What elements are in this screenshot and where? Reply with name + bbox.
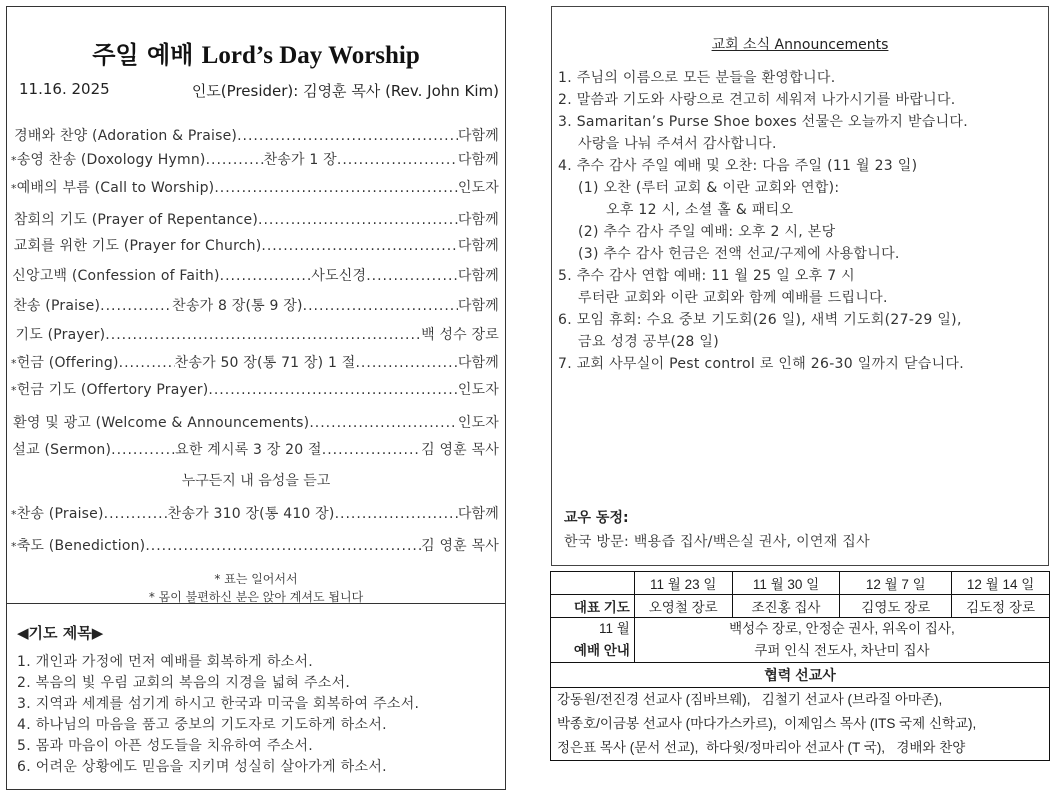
dot-leader — [208, 382, 457, 398]
dot-leader — [258, 212, 458, 228]
schedule-date-row — [551, 572, 1050, 595]
order-hymn: 찬송가 310 장(통 410 장) — [167, 506, 335, 522]
prayer-topic-item: 4. 하나님의 마음을 품고 중보의 기도자로 기도하게 하소서. — [17, 717, 387, 733]
dot-leader — [355, 355, 457, 371]
order-item-welcome — [11, 412, 499, 432]
presider: 인도(Presider): 김영훈 목사 (Rev. John Kim) — [191, 82, 499, 100]
service-guide-line: 백성수 장로, 안정순 권사, 위옥이 집사, — [729, 621, 955, 636]
order-leader: 다함께 — [457, 268, 499, 284]
service-guide-line: 쿠퍼 인식 전도사, 차난미 집사 — [754, 643, 930, 658]
order-leader: 다함께 — [457, 152, 499, 168]
dot-leader — [309, 415, 458, 431]
order-leader: 다함께 — [457, 238, 499, 254]
order-label: 헌금 (Offering) — [16, 355, 119, 371]
order-label: 설교 (Sermon) — [12, 442, 112, 458]
announcement-line: 사랑을 나눠 주셔서 감사합니다. — [578, 136, 777, 152]
announcement-line: 금요 성경 공부(28 일) — [578, 334, 719, 350]
order-item-confession — [11, 265, 499, 285]
order-item-adoration — [11, 125, 499, 145]
order-label: 송영 찬송 (Doxology Hymn) — [16, 152, 206, 168]
missionary-line: 강동원/전진경 선교사 (짐바브웨), 김철기 선교사 (브라질 아마존), — [557, 692, 943, 707]
order-hymn: 찬송가 1 장 — [263, 152, 337, 168]
order-item-doxology — [11, 149, 499, 169]
order-creed: 사도신경 — [311, 268, 367, 284]
missionary-line: 박종호/이금봉 선교사 (마다가스카르), 이제임스 목사 (ITS 국제 신학교), — [557, 716, 977, 731]
service-guide-title: 예배 안내 — [573, 643, 630, 658]
dot-leader — [237, 128, 458, 144]
order-item-repentance — [11, 209, 499, 229]
order-item-prayer — [11, 324, 499, 344]
prayer-topics-list — [17, 652, 419, 778]
order-leader: 인도자 — [457, 382, 499, 398]
rep-prayer-cell: 오영철 장로 — [634, 595, 732, 618]
prayer-topics-section — [7, 603, 505, 789]
announcement-line: 4. 추수 감사 주일 예배 및 오찬: 다음 주일 (11 월 23 일) — [558, 158, 918, 174]
title-korean: 주일 예배 — [92, 41, 194, 69]
announcement-line: 6. 모임 휴회: 수요 중보 기도회(26 일), 새벽 기도회(27-29 일), — [558, 312, 962, 328]
order-label: 경배와 찬양 (Adoration & Praise) — [14, 128, 238, 144]
dot-leader — [105, 327, 421, 343]
prayer-topic-item: 6. 어려운 상황에도 믿음을 지키며 성실히 살아가게 하소서. — [17, 759, 387, 775]
page-title — [7, 35, 505, 70]
order-leader: 다함께 — [457, 355, 499, 371]
order-label: 축도 (Benediction) — [16, 538, 146, 554]
announcements-title: 교회 소식 Announcements — [711, 37, 889, 53]
order-label: 헌금 기도 (Offertory Prayer) — [16, 382, 209, 398]
order-label: 교회를 위한 기도 (Prayer for Church) — [13, 238, 262, 254]
service-guide-month: 11 월 — [599, 621, 630, 636]
order-scripture: 요한 계시록 3 장 20 절 — [175, 442, 322, 458]
dot-leader — [145, 538, 421, 554]
announcements-panel — [551, 6, 1049, 566]
prayer-topic-item: 1. 개인과 가정에 먼저 예배를 회복하게 하소서. — [17, 654, 314, 670]
order-label: 예배의 부름 (Call to Worship) — [16, 180, 215, 196]
date-presider-row — [19, 80, 499, 101]
order-leader: 인도자 — [457, 180, 499, 196]
title-english: Lord’s Day Worship — [201, 42, 420, 69]
announcement-line: 7. 교회 사무실이 Pest control 로 인해 26-30 일까지 닫습니다. — [558, 356, 964, 372]
order-label: 찬송 (Praise) — [13, 298, 101, 314]
order-item-offertory-prayer — [11, 379, 499, 399]
worship-order-panel — [6, 6, 506, 790]
announcement-line: 5. 추수 감사 연합 예배: 11 월 25 일 오후 7 시 — [558, 268, 855, 284]
dot-leader — [119, 355, 175, 371]
announcement-line: (1) 오찬 (루터 교회 & 이란 교회와 연합): — [578, 180, 840, 196]
dot-leader — [303, 298, 458, 314]
dot-leader — [220, 268, 312, 284]
service-guide-cell — [634, 618, 1049, 663]
order-item-benediction — [11, 535, 499, 555]
announcements-list — [558, 67, 968, 375]
order-label: 환영 및 광고 (Welcome & Announcements) — [13, 415, 310, 431]
note-line: * 몸이 불편하신 분은 앉아 계셔도 됩니다 — [148, 590, 364, 604]
member-news-body: 한국 방문: 백용즙 집사/백은실 권사, 이연재 집사 — [564, 534, 870, 550]
announcement-line: 1. 주님의 이름으로 모든 분들을 환영합니다. — [558, 70, 836, 86]
dot-leader — [322, 442, 421, 458]
prayer-topic-item: 3. 지역과 세계를 섬기게 하시고 한국과 미국을 회복하여 주소서. — [17, 696, 420, 712]
missionary-heading-row — [551, 663, 1050, 688]
worship-order-section — [7, 7, 505, 603]
service-guide-label — [551, 618, 635, 663]
dot-leader — [214, 180, 458, 196]
standing-notes — [7, 570, 505, 606]
missionary-heading: 협력 선교사 — [551, 663, 1050, 688]
order-item-praise — [11, 295, 499, 315]
dot-leader — [206, 152, 264, 168]
date-cell: 12 월 7 일 — [840, 572, 952, 595]
order-hymn: 찬송가 50 장(통 71 장) 1 절 — [174, 355, 356, 371]
announcement-line: 2. 말씀과 기도와 사랑으로 견고히 세워져 나가시기를 바랍니다. — [558, 92, 956, 108]
announcement-line: (2) 추수 감사 주일 예배: 오후 2 시, 본당 — [578, 224, 836, 240]
order-leader: 김 영훈 목사 — [421, 538, 499, 554]
prayer-topic-item: 2. 복음의 빛 우림 교회의 복음의 지경을 넓혀 주소서. — [17, 675, 351, 691]
member-news-heading: 교우 동정: — [564, 510, 629, 526]
dot-leader — [104, 506, 168, 522]
dot-leader — [100, 298, 172, 314]
dot-leader — [111, 442, 175, 458]
announcement-line: 루터란 교회와 이란 교회와 함께 예배를 드립니다. — [578, 290, 888, 306]
rep-prayer-row — [551, 595, 1050, 618]
standing-marker: * — [11, 384, 17, 397]
order-hymn: 찬송가 8 장(통 9 장) — [172, 298, 303, 314]
dot-leader — [337, 152, 458, 168]
announcement-line: 오후 12 시, 소셜 홀 & 패티오 — [606, 202, 794, 218]
order-leader: 인도자 — [457, 415, 499, 431]
order-leader: 김 영훈 목사 — [421, 442, 499, 458]
date-cell: 11 월 23 일 — [634, 572, 732, 595]
dot-leader — [366, 268, 458, 284]
missionary-list-row — [551, 688, 1050, 761]
order-item-closing-praise — [11, 503, 499, 523]
service-guide-row — [551, 618, 1050, 663]
standing-marker: * — [11, 357, 17, 370]
note-line: * 표는 일어서서 — [214, 572, 298, 586]
date-cell: 12 월 14 일 — [952, 572, 1050, 595]
rep-prayer-cell: 김도정 장로 — [952, 595, 1050, 618]
service-date: 11.16. 2025 — [19, 80, 110, 98]
dot-leader — [261, 238, 457, 254]
order-label: 기도 (Prayer) — [15, 327, 106, 343]
order-leader: 다함께 — [457, 506, 499, 522]
sermon-title: 누구든지 내 음성을 듣고 — [181, 473, 331, 489]
empty-corner-cell — [551, 572, 635, 595]
missionary-list — [551, 688, 1050, 761]
standing-marker: * — [11, 540, 17, 553]
order-item-prayer-for-church — [11, 235, 499, 255]
order-item-offering — [11, 352, 499, 372]
prayer-topics-heading: ◀기도 제목▶ — [17, 624, 104, 642]
order-leader: 백 성수 장로 — [421, 327, 499, 343]
announcement-line: (3) 추수 감사 헌금은 전액 선교/구제에 사용합니다. — [578, 246, 900, 262]
order-label: 참회의 기도 (Prayer of Repentance) — [13, 212, 258, 228]
prayer-topic-item: 5. 몸과 마음이 아픈 성도들을 치유하여 주소서. — [17, 738, 314, 754]
schedule-table — [550, 571, 1050, 761]
order-leader: 다함께 — [457, 298, 499, 314]
rep-prayer-cell: 조진홍 집사 — [732, 595, 840, 618]
missionary-line: 정은표 목사 (문서 선교), 하다윗/정마리아 선교사 (T 국), 경배와 찬양 — [557, 740, 966, 755]
order-leader: 다함께 — [457, 128, 499, 144]
order-item-sermon — [11, 439, 499, 459]
standing-marker: * — [11, 154, 17, 167]
order-label: 찬송 (Praise) — [16, 506, 104, 522]
dot-leader — [335, 506, 458, 522]
standing-marker: * — [11, 508, 17, 521]
order-leader: 다함께 — [457, 212, 499, 228]
rep-prayer-cell: 김영도 장로 — [840, 595, 952, 618]
rep-prayer-label: 대표 기도 — [551, 595, 635, 618]
order-item-call-to-worship — [11, 177, 499, 197]
order-label: 신앙고백 (Confession of Faith) — [12, 268, 220, 284]
date-cell: 11 월 30 일 — [732, 572, 840, 595]
announcement-line: 3. Samaritan’s Purse Shoe boxes 선물은 오늘까지 받습니다. — [558, 114, 968, 130]
standing-marker: * — [11, 182, 17, 195]
